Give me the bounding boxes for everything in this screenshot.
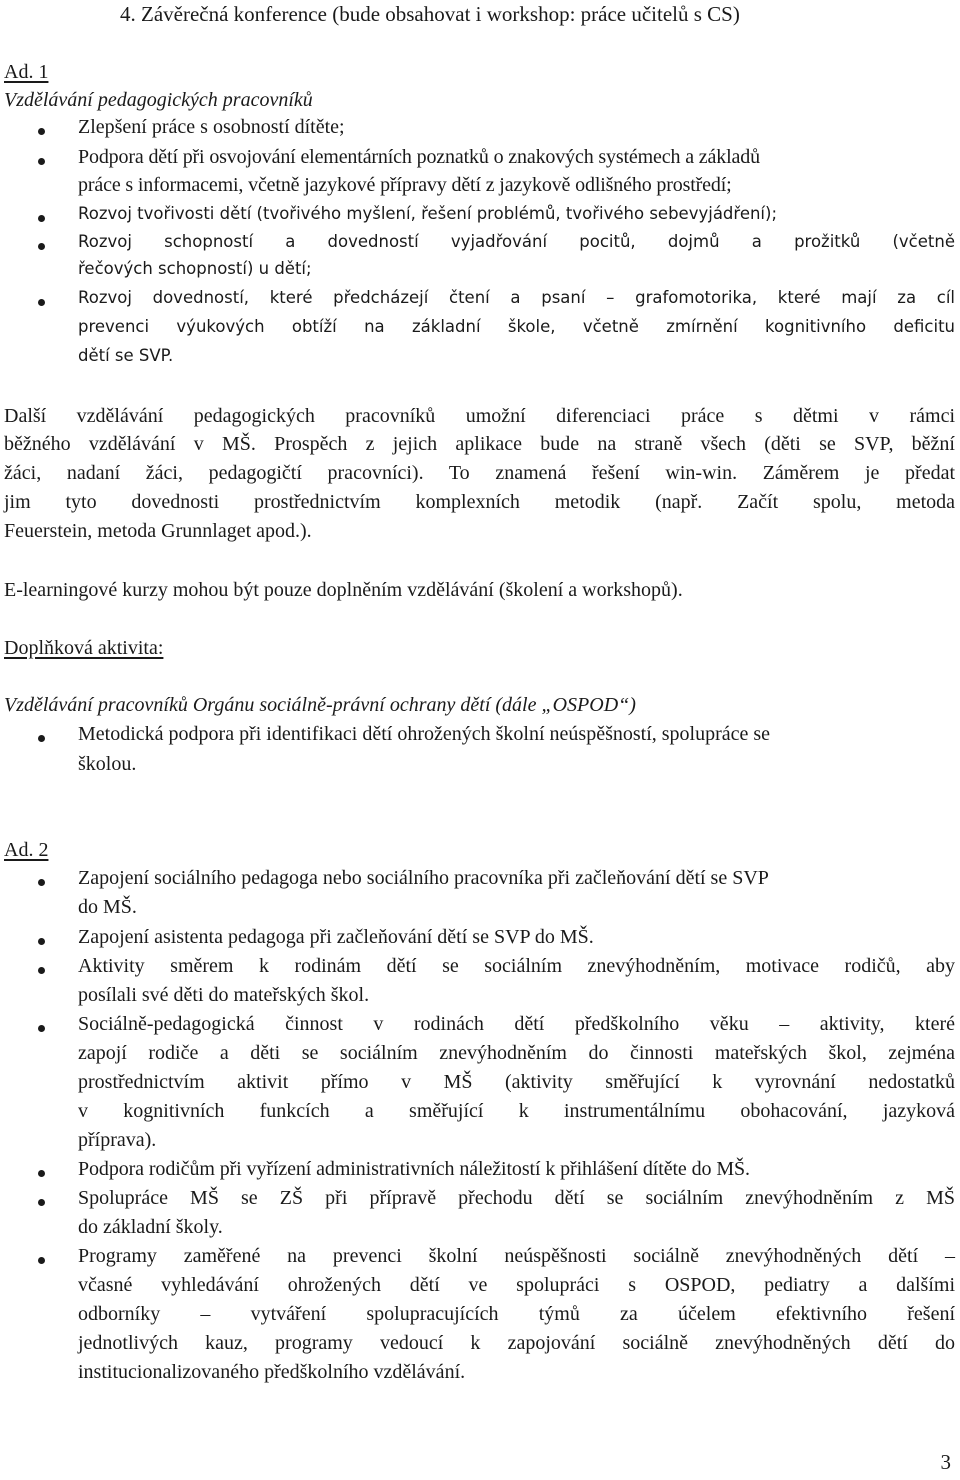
bullet-icon bbox=[38, 938, 45, 945]
list-item: Aktivity směrem k rodinám dětí se sociálním znevýhodněním, motivace rodičů, aby bbox=[78, 955, 955, 977]
list-item: Zlepšení práce s osobností dítěte; bbox=[78, 116, 345, 138]
list-item-continuation: příprava). bbox=[78, 1129, 157, 1151]
paragraph-line: běžného vzdělávání v MŠ. Prospěch z jejich aplikace bude na straně všech (děti se SVP, běžní bbox=[4, 433, 955, 455]
list-item: Zapojení asistenta pedagoga při začleňování dětí se SVP do MŠ. bbox=[78, 926, 594, 948]
list-item-continuation: jednotlivých kauz, programy vedoucí k zapojování sociálně znevýhodněných dětí do bbox=[78, 1332, 955, 1354]
bullet-icon bbox=[38, 158, 45, 165]
bullet-icon bbox=[38, 1025, 45, 1032]
bullet-icon bbox=[38, 1257, 45, 1264]
bullet-icon bbox=[38, 1170, 45, 1177]
bullet-icon bbox=[38, 1199, 45, 1206]
list-item-continuation: včasné vyhledávání ohrožených dětí ve spolupráci s OSPOD, pediatry a dalšími bbox=[78, 1274, 955, 1296]
list-item-continuation: prostřednictvím aktivit přímo v MŠ (aktivity směřující k vyrovnání nedostatků bbox=[78, 1071, 955, 1093]
list-item-continuation: dětí se SVP. bbox=[78, 346, 174, 365]
bullet-icon bbox=[38, 128, 45, 135]
bullet-icon bbox=[38, 967, 45, 974]
supplementary-subtitle: Vzdělávání pracovníků Orgánu sociálně-právní ochrany dětí (dále „OSPOD“) bbox=[4, 694, 636, 716]
list-item-continuation: do MŠ. bbox=[78, 896, 137, 918]
elearning-paragraph: E-learningové kurzy mohou být pouze doplněním vzdělávání (školení a workshopů). bbox=[4, 579, 683, 601]
section-label-ad1: Ad. 1 bbox=[4, 61, 49, 83]
supplementary-activity-label: Doplňková aktivita: bbox=[4, 637, 164, 659]
list-item: Podpora dětí při osvojování elementárních poznatků o znakových systémech a základů bbox=[78, 146, 760, 168]
bullet-icon bbox=[38, 879, 45, 886]
section-label-ad2: Ad. 2 bbox=[4, 839, 49, 861]
section-subtitle-teacher-training: Vzdělávání pedagogických pracovníků bbox=[4, 89, 313, 111]
page-number: 3 bbox=[940, 1450, 951, 1474]
list-item: Rozvoj schopností a dovedností vyjadřování pocitů, dojmů a prožitků (včetně bbox=[78, 232, 955, 251]
list-item: Podpora rodičům při vyřízení administrativních náležitostí k přihlášení dítěte do MŠ. bbox=[78, 1158, 750, 1180]
list-item: Sociálně-pedagogická činnost v rodinách dětí předškolního věku – aktivity, které bbox=[78, 1013, 955, 1035]
bullet-icon bbox=[38, 243, 45, 250]
conference-heading: 4. Závěrečná konference (bude obsahovat i workshop: práce učitelů s CS) bbox=[120, 2, 740, 26]
list-item: Metodická podpora při identifikaci dětí ohrožených školní neúspěšností, spolupráce se bbox=[78, 723, 771, 745]
bullet-icon bbox=[38, 735, 45, 742]
paragraph-line: Další vzdělávání pedagogických pracovníků umožní diferenciaci práce s dětmi v rámci bbox=[4, 405, 955, 427]
list-item-continuation: odborníky – vytváření spolupracujících týmů za účelem efektivního řešení bbox=[78, 1303, 955, 1325]
list-item-continuation: zapojí rodiče a děti se sociálním znevýhodněním do činnosti mateřských škol, zejména bbox=[78, 1042, 955, 1064]
bullet-icon bbox=[38, 215, 45, 222]
list-item: Spolupráce MŠ se ZŠ při přípravě přechodu dětí se sociálním znevýhodněním z MŠ bbox=[78, 1187, 955, 1209]
list-item-continuation: školou. bbox=[78, 753, 137, 775]
list-item-continuation: v kognitivních funkcích a směřující k instrumentálnímu obohacování, jazyková bbox=[78, 1100, 955, 1122]
list-item: Rozvoj tvořivosti dětí (tvořivého myšlení, řešení problémů, tvořivého sebevyjádření); bbox=[78, 204, 778, 223]
list-item-continuation: institucionalizovaného předškolního vzdělávání. bbox=[78, 1361, 466, 1383]
list-item: Rozvoj dovedností, které předcházejí čtení a psaní – grafomotorika, které mají za cíl bbox=[78, 288, 955, 307]
list-item-continuation: prevenci výukových obtíží na základní škole, včetně zmírnění kognitivního deficitu bbox=[78, 317, 955, 336]
list-item-continuation: řečových schopností) u dětí; bbox=[78, 259, 312, 278]
list-item: Zapojení sociálního pedagoga nebo sociálního pracovníka při začleňování dětí se SVP bbox=[78, 867, 769, 889]
bullet-icon bbox=[38, 299, 45, 306]
paragraph-line: jim tyto dovednosti prostřednictvím komplexních metodik (např. Začít spolu, metoda bbox=[4, 491, 955, 513]
list-item-continuation: práce s informacemi, včetně jazykové přípravy dětí z jazykově odlišného prostředí; bbox=[78, 174, 732, 196]
list-item: Programy zaměřené na prevenci školní neúspěšnosti sociálně znevýhodněných dětí – bbox=[78, 1245, 955, 1267]
list-item-continuation: posílali své děti do mateřských škol. bbox=[78, 984, 370, 1006]
paragraph-line: žáci, nadaní žáci, pedagogičtí pracovníci). To znamená řešení win-win. Záměrem je předat bbox=[4, 462, 955, 484]
paragraph-line: Feuerstein, metoda Grunnlaget apod.). bbox=[4, 520, 312, 542]
list-item-continuation: do základní školy. bbox=[78, 1216, 223, 1238]
